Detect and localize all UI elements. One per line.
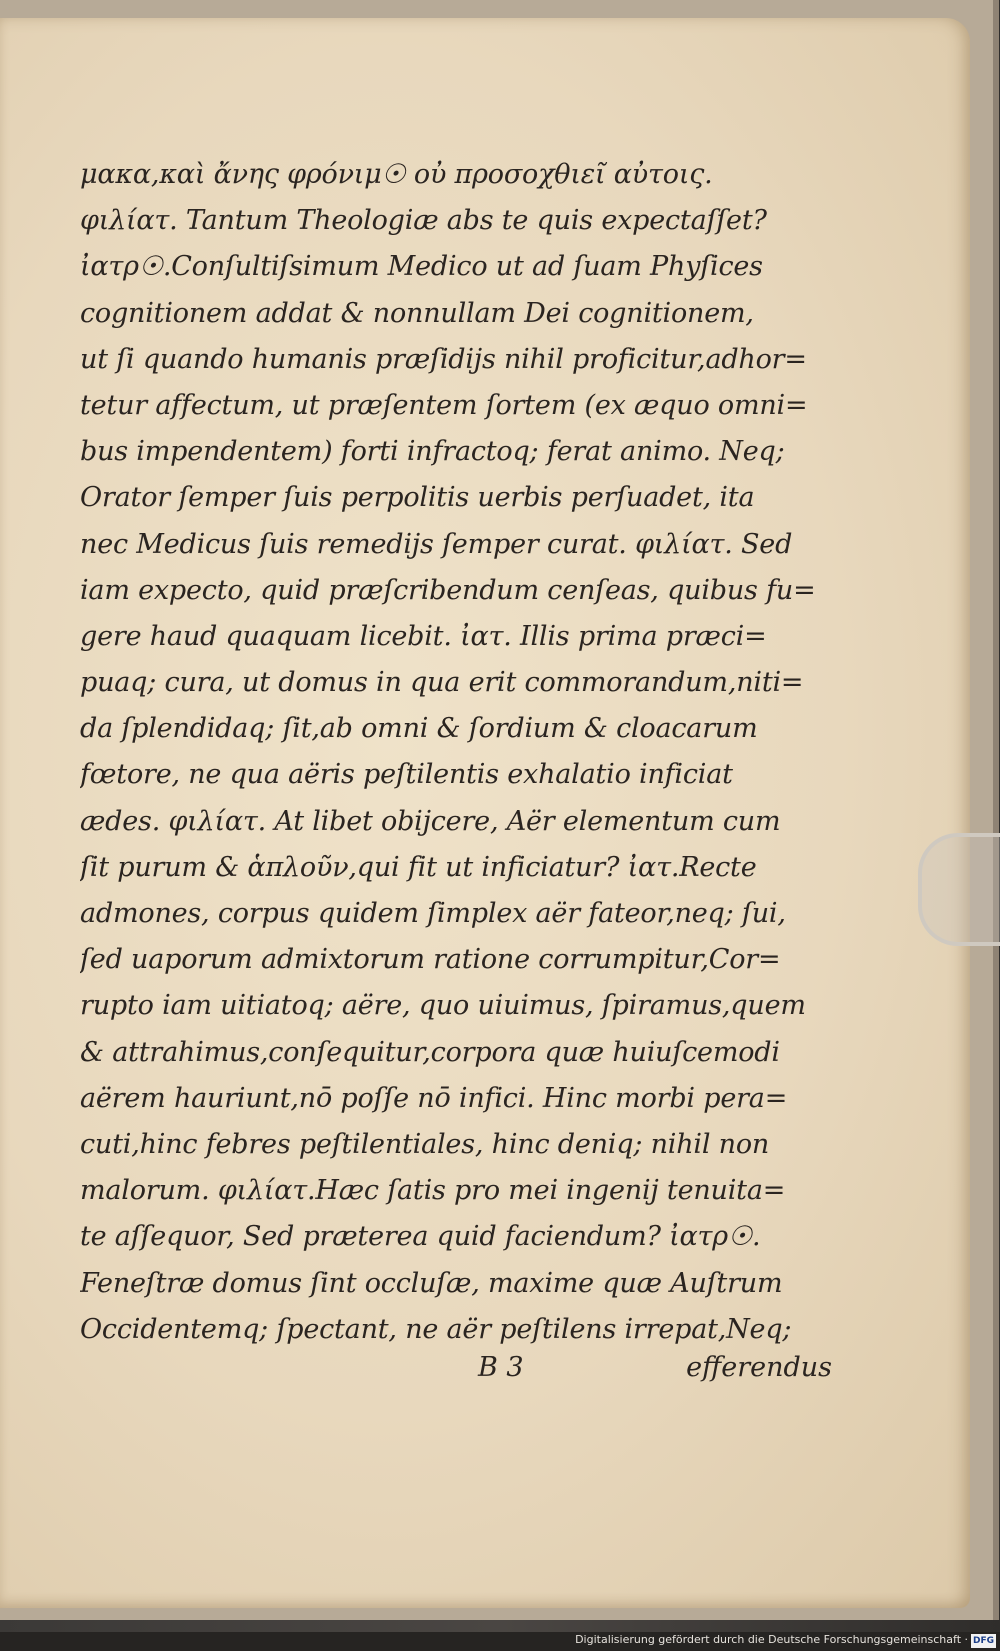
text-line: φιλίατ. Tantum Theologiæ abs te quis expectaſſet? xyxy=(80,205,767,237)
catchword: efferendus xyxy=(686,1352,832,1383)
text-line: iam expecto, quid præſcribendum cenſeas, quibus fu= xyxy=(80,574,816,606)
text-line: ſit purum & ἁπλοῦν,qui fit ut inficiatur? ἰατ.Recte xyxy=(80,851,757,883)
text-line: Feneſtræ domus ſint occluſæ, maxime quæ Auſtrum xyxy=(80,1267,783,1299)
text-line: tetur affectum, ut præſentem ſortem (ex æquo omni= xyxy=(80,389,808,421)
signature-mark: B 3 xyxy=(478,1352,524,1383)
dfg-logo: DFG xyxy=(972,1636,994,1646)
page-text xyxy=(80,152,840,1353)
text-line: ut ſi quando humanis præſidijs nihil proficitur,adhor= xyxy=(80,343,807,375)
text-line: gere haud quaquam licebit. ἰατ. Illis prima præci= xyxy=(80,620,767,652)
text-line: fœtore, ne qua aëris peſtilentis exhalatio inficiat xyxy=(80,759,733,791)
page-foot xyxy=(80,1352,840,1398)
text-line: cognitionem addat & nonnullam Dei cognitionem, xyxy=(80,297,754,329)
text-line: admones, corpus quidem ſimplex aër fateor,neq; ſui, xyxy=(80,898,786,929)
text-line: Orator ſemper ſuis perpolitis uerbis perſuadet, ita xyxy=(80,482,755,514)
text-line: ἰατρ☉.Conſultiſsimum Medico ut ad ſuam Phyſices xyxy=(80,251,763,283)
text-line: μακα,καὶ ἄνης φρόνιμ☉ οὐ προσοχθιεῖ αὐτοις. xyxy=(80,159,713,190)
text-line: aërem hauriunt,nō poſſe nō infici. Hinc morbi pera= xyxy=(80,1082,788,1114)
text-line: puaq; cura, ut domus in qua erit commorandum,niti= xyxy=(80,667,804,699)
text-line: Occidentemq; ſpectant, ne aër peſtilens irrepat,Neq; xyxy=(80,1313,792,1345)
text-line: malorum. φιλίατ.Hæc ſatis pro mei ingenij tenuita= xyxy=(80,1175,786,1207)
text-line: da ſplendidaq; ſit,ab omni & ſordium & cloacarum xyxy=(80,713,758,745)
funding-credit: Digitalisierung gefördert durch die Deutsche Forschungsgemeinschaft · xyxy=(575,1633,968,1646)
text-line: ſed uaporum admixtorum ratione corrumpitur,Cor= xyxy=(80,944,781,976)
text-line: nec Medicus ſuis remedijs ſemper curat. φιλίατ. Sed xyxy=(80,528,793,560)
text-line: cuti,hinc febres peſtilentiales, hinc deniq; nihil non xyxy=(80,1128,770,1160)
text-line: ædes. φιλίατ. At libet obijcere, Aër elementum cum xyxy=(80,805,781,837)
text-line: & attrahimus,conſequitur,corpora quæ huiuſcemodi xyxy=(80,1036,780,1068)
funding-footer xyxy=(0,1632,1000,1651)
text-line: te aſſequor, Sed præterea quid faciendum? ἰατρ☉. xyxy=(80,1221,761,1253)
paper-clip xyxy=(918,833,1000,946)
text-line: bus impendentem) forti infractoq; ferat animo. Neq; xyxy=(80,436,785,468)
text-line: rupto iam uitiatoq; aëre, quo uiuimus, ſpiramus,quem xyxy=(80,990,806,1022)
